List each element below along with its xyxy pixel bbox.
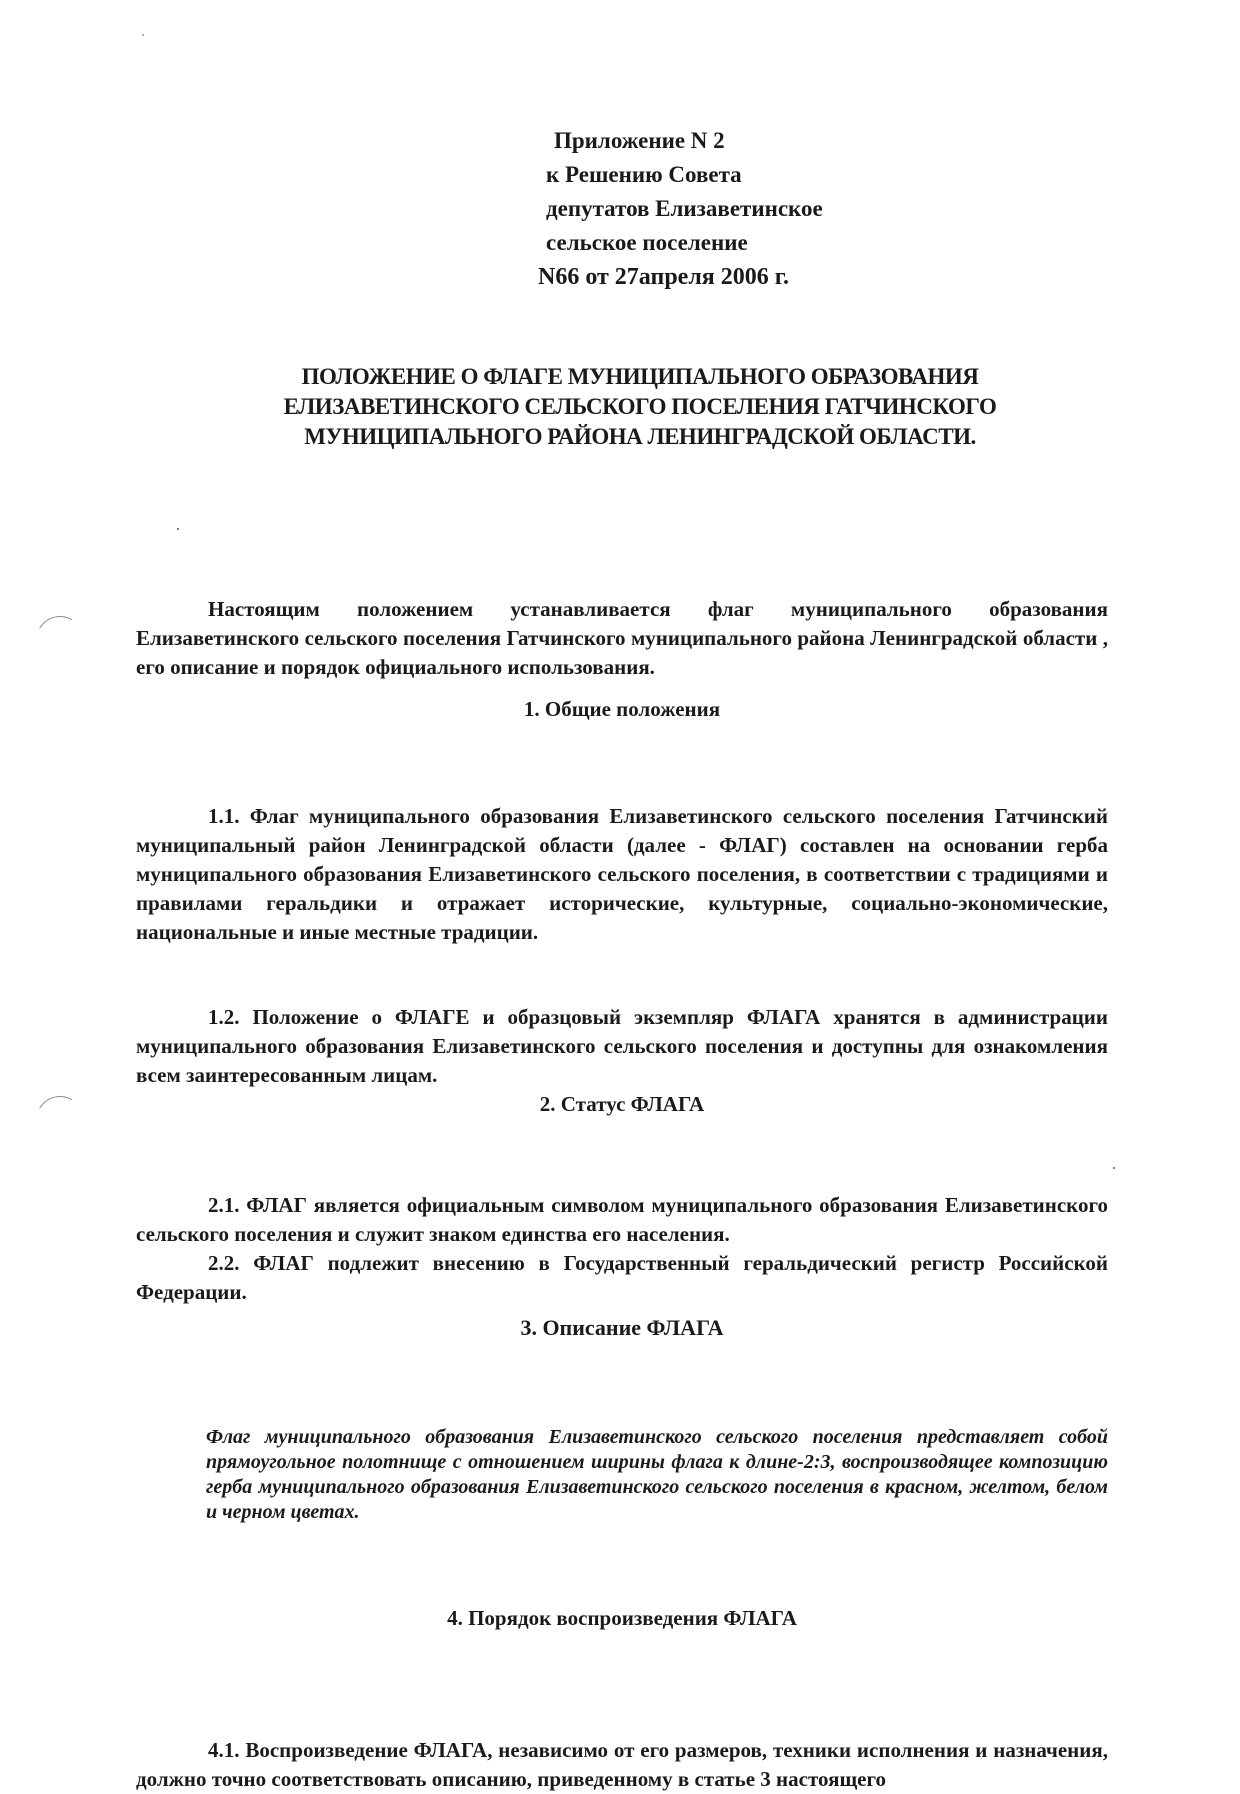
paragraph-1-1: 1.1. Флаг муниципального образования Елизаветинского сельского поселения Гатчинский муниципальный район Ленинградской области (далее - ФЛАГ) составлен на основании герба муниципального образования Елизаветинского сельского поселения, в соответствии с традициями и правилами геральдики и отражает исторические, культурные, социально-экономические, национальные и иные местные традиции.: [136, 804, 1108, 944]
punch-hole-mark: [31, 1091, 90, 1150]
appendix-number: Приложение N 2: [554, 128, 725, 153]
title-line: ЕЛИЗАВЕТИНСКОГО СЕЛЬСКОГО ПОСЕЛЕНИЯ ГАТЧИНСКОГО: [283, 394, 997, 419]
appendix-header: [538, 124, 898, 294]
appendix-settlement: сельское поселение: [546, 230, 748, 255]
section-heading-status: 2. Статус ФЛАГА: [539, 1092, 705, 1116]
appendix-reference: к Решению Совета: [546, 162, 742, 187]
paragraph-4-1: 4.1. Воспроизведение ФЛАГА, независимо от его размеров, техники исполнения и назначения, должно точно соответствовать описанию, приведенному в статье 3 настоящего: [136, 1738, 1108, 1791]
scan-speck: [1113, 1167, 1115, 1169]
paragraph-1-2: 1.2. Положение о ФЛАГЕ и образцовый экземпляр ФЛАГА хранятся в администрации муниципального образования Елизаветинского сельского поселения и доступны для ознакомления всем заинтересованным лицам.: [136, 1005, 1108, 1087]
paragraph-2-2: 2.2. ФЛАГ подлежит внесению в Государственный геральдический регистр Российской Федерации.: [136, 1251, 1108, 1304]
section-heading-reproduction: 4. Порядок воспроизведения ФЛАГА: [447, 1606, 797, 1630]
appendix-council: депутатов Елизаветинское: [546, 196, 823, 221]
punch-hole-mark: [31, 611, 90, 670]
appendix-decision-date: N66 от 27апреля 2006 г.: [538, 264, 789, 290]
paragraph-2-1: 2.1. ФЛАГ является официальным символом муниципального образования Елизаветинского сельского поселения и служит знаком единства его населения.: [136, 1193, 1108, 1246]
title-line: ПОЛОЖЕНИЕ О ФЛАГЕ МУНИЦИПАЛЬНОГО ОБРАЗОВАНИЯ: [301, 364, 979, 389]
title-line: МУНИЦИПАЛЬНОГО РАЙОНА ЛЕНИНГРАДСКОЙ ОБЛАСТИ.: [304, 424, 976, 449]
flag-description-paragraph: Флаг муниципального образования Елизаветинского сельского поселения представляет собой прямоугольное полотнище с отношением ширины флага к длине-2:3, воспроизводящее композицию герба муниципального образования Елизаветинского сельского поселения в красном, желтом, белом и черном цветах.: [206, 1426, 1108, 1523]
scan-speck: [142, 34, 144, 36]
document-title: [200, 362, 1080, 452]
scan-speck: [177, 528, 179, 530]
section-heading-description: 3. Описание ФЛАГА: [520, 1315, 724, 1340]
intro-paragraph: Настоящим положением устанавливается флаг муниципального образования Елизаветинского сельского поселения Гатчинского муниципального района Ленинградской области , его описание и порядок официального использования.: [136, 597, 1108, 679]
section-heading-general: 1. Общие положения: [523, 697, 721, 721]
